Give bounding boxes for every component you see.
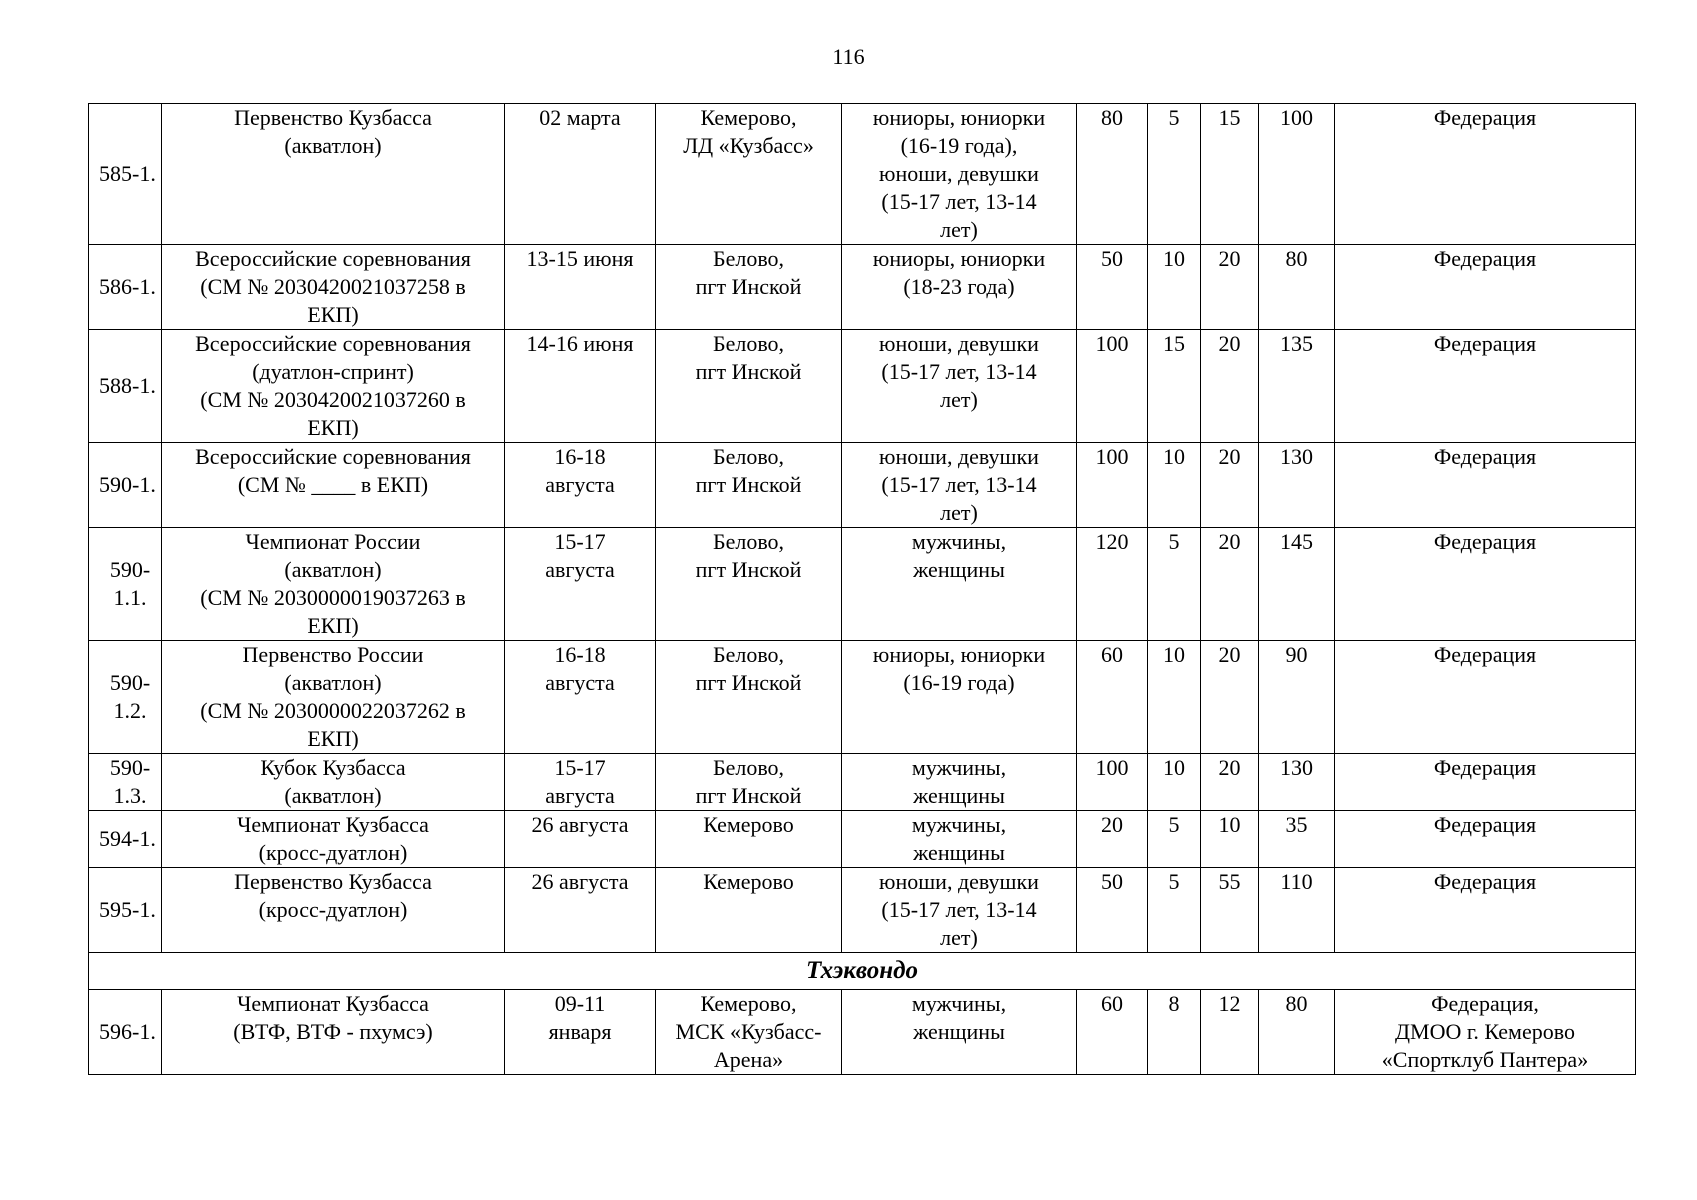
event-name xyxy=(162,528,505,641)
total-count: 130 xyxy=(1259,443,1335,528)
event-name-line: Кубок Кузбасса xyxy=(260,755,406,780)
event-organizer xyxy=(1335,245,1636,330)
event-participants-line: мужчины, xyxy=(911,812,1007,837)
event-name-line: (ВТФ, ВТФ - пхумсэ) xyxy=(233,1019,433,1044)
row-number-line: 590- xyxy=(109,755,151,780)
total-count: 35 xyxy=(1259,811,1335,868)
event-participants-line: лет) xyxy=(940,217,978,242)
event-name-line: (акватлон) xyxy=(284,133,382,158)
row-number-line: 1.3. xyxy=(113,783,147,808)
event-name-line: (кросс-дуатлон) xyxy=(258,897,408,922)
event-place-line: Кемерово xyxy=(703,869,794,894)
event-organizer xyxy=(1335,811,1636,868)
event-participants-line: (16-19 года), xyxy=(900,133,1018,158)
table-row xyxy=(89,811,1636,868)
event-name-line: Первенство Кузбасса xyxy=(234,869,432,894)
event-date-line: 26 августа xyxy=(531,869,629,894)
event-participants-line: (16-19 года) xyxy=(903,670,1015,695)
event-participants-line: юниоры, юниорки xyxy=(872,105,1046,130)
event-date-line: августа xyxy=(545,783,615,808)
participants-count: 50 xyxy=(1077,245,1148,330)
event-name-line: (акватлон) xyxy=(284,783,382,808)
event-date xyxy=(505,330,656,443)
event-place xyxy=(656,641,842,754)
event-place xyxy=(656,528,842,641)
event-participants xyxy=(842,990,1077,1075)
event-participants-line: женщины xyxy=(913,557,1005,582)
event-place-line: Кемерово, xyxy=(700,991,797,1016)
event-name xyxy=(162,104,505,245)
row-number: 594-1. xyxy=(89,811,162,868)
table-row xyxy=(89,443,1636,528)
event-participants-line: юниоры, юниорки xyxy=(872,642,1046,667)
event-participants-line: (15-17 лет, 13-14 xyxy=(881,472,1037,497)
judges-count: 8 xyxy=(1148,990,1201,1075)
event-name-line: (СМ № 2030000019037263 в xyxy=(200,585,466,610)
event-date xyxy=(505,245,656,330)
event-participants-line: (15-17 лет, 13-14 xyxy=(881,189,1037,214)
row-number: 590-1. xyxy=(89,443,162,528)
event-place xyxy=(656,443,842,528)
event-participants xyxy=(842,245,1077,330)
event-place-line: пгт Инской xyxy=(695,783,802,808)
section-title: Тхэквондо xyxy=(89,953,1636,990)
event-organizer-line: Федерация xyxy=(1433,642,1537,667)
event-date-line: 14-16 июня xyxy=(526,331,634,356)
row-number-line: 1.1. xyxy=(113,585,147,610)
event-name xyxy=(162,811,505,868)
staff-count: 20 xyxy=(1201,330,1259,443)
event-participants-line: мужчины, xyxy=(911,991,1007,1016)
row-number: 588-1. xyxy=(89,330,162,443)
event-date-line: 26 августа xyxy=(531,812,629,837)
participants-count: 80 xyxy=(1077,104,1148,245)
event-name-line: (акватлон) xyxy=(284,670,382,695)
total-count: 110 xyxy=(1259,868,1335,953)
event-place-line: пгт Инской xyxy=(695,274,802,299)
event-date-line: августа xyxy=(545,557,615,582)
event-participants xyxy=(842,443,1077,528)
event-place-line: Арена» xyxy=(713,1047,784,1072)
event-organizer-line: Федерация xyxy=(1433,105,1537,130)
event-date xyxy=(505,868,656,953)
event-organizer-line: Федерация, xyxy=(1431,991,1539,1016)
event-name xyxy=(162,868,505,953)
event-name-line: Первенство Кузбасса xyxy=(234,105,432,130)
row-number: 596-1. xyxy=(89,990,162,1075)
table-row xyxy=(89,330,1636,443)
page-number: 116 xyxy=(832,44,865,69)
section-header-row xyxy=(89,953,1636,990)
event-participants-line: юниоры, юниорки xyxy=(872,246,1046,271)
event-organizer xyxy=(1335,754,1636,811)
staff-count: 55 xyxy=(1201,868,1259,953)
row-number-line: 590- xyxy=(109,670,151,695)
event-participants xyxy=(842,528,1077,641)
event-name xyxy=(162,641,505,754)
event-organizer-line: «Спортклуб Пантера» xyxy=(1381,1047,1589,1072)
event-place-line: пгт Инской xyxy=(695,472,802,497)
event-participants-line: мужчины, xyxy=(911,755,1007,780)
table-row xyxy=(89,528,1636,641)
judges-count: 10 xyxy=(1148,754,1201,811)
event-place xyxy=(656,104,842,245)
event-name-line: Всероссийские соревнования xyxy=(195,331,471,356)
event-place-line: ЛД «Кузбасс» xyxy=(683,133,814,158)
total-count: 100 xyxy=(1259,104,1335,245)
event-name xyxy=(162,443,505,528)
event-participants-line: женщины xyxy=(913,840,1005,865)
event-participants xyxy=(842,641,1077,754)
event-place-line: пгт Инской xyxy=(695,670,802,695)
staff-count: 15 xyxy=(1201,104,1259,245)
event-name-line: (СМ № 2030420021037260 в xyxy=(200,387,466,412)
event-name-line: Всероссийские соревнования xyxy=(195,444,471,469)
event-place-line: МСК «Кузбасс- xyxy=(675,1019,822,1044)
event-name-line: (СМ № 2030420021037258 в xyxy=(200,274,466,299)
event-name-line: ЕКП) xyxy=(307,613,359,638)
event-organizer-line: Федерация xyxy=(1433,246,1537,271)
event-place-line: пгт Инской xyxy=(695,359,802,384)
event-date xyxy=(505,811,656,868)
judges-count: 10 xyxy=(1148,245,1201,330)
event-name-line: Чемпионат России xyxy=(245,529,421,554)
event-name xyxy=(162,245,505,330)
event-name-line: Всероссийские соревнования xyxy=(195,246,471,271)
table-body xyxy=(89,104,1636,953)
judges-count: 5 xyxy=(1148,811,1201,868)
event-place xyxy=(656,330,842,443)
row-number xyxy=(89,528,162,641)
event-participants-line: лет) xyxy=(940,500,978,525)
judges-count: 5 xyxy=(1148,104,1201,245)
row-number xyxy=(89,641,162,754)
event-participants xyxy=(842,754,1077,811)
staff-count: 20 xyxy=(1201,443,1259,528)
event-date-line: 09-11 xyxy=(554,991,606,1016)
participants-count: 100 xyxy=(1077,330,1148,443)
table-row xyxy=(89,754,1636,811)
table-row xyxy=(89,641,1636,754)
event-organizer xyxy=(1335,443,1636,528)
event-name-line: ЕКП) xyxy=(307,726,359,751)
event-participants-line: женщины xyxy=(913,1019,1005,1044)
event-name xyxy=(162,330,505,443)
event-participants-line: юноши, девушки xyxy=(879,869,1039,894)
staff-count: 12 xyxy=(1201,990,1259,1075)
event-participants-line: (18-23 года) xyxy=(903,274,1015,299)
judges-count: 10 xyxy=(1148,641,1201,754)
event-place-line: Белово, xyxy=(712,642,785,667)
participants-count: 120 xyxy=(1077,528,1148,641)
event-participants-line: мужчины, xyxy=(911,529,1007,554)
event-date xyxy=(505,443,656,528)
participants-count: 50 xyxy=(1077,868,1148,953)
event-date xyxy=(505,754,656,811)
table-row xyxy=(89,104,1636,245)
event-organizer xyxy=(1335,528,1636,641)
event-organizer xyxy=(1335,641,1636,754)
row-number-line: 590- xyxy=(109,557,151,582)
staff-count: 20 xyxy=(1201,641,1259,754)
row-number: 586-1. xyxy=(89,245,162,330)
row-number: 585-1. xyxy=(89,104,162,245)
judges-count: 5 xyxy=(1148,868,1201,953)
participants-count: 60 xyxy=(1077,990,1148,1075)
event-participants-line: юноши, девушки xyxy=(879,331,1039,356)
row-number: 595-1. xyxy=(89,868,162,953)
total-count: 130 xyxy=(1259,754,1335,811)
judges-count: 10 xyxy=(1148,443,1201,528)
event-participants-line: (15-17 лет, 13-14 xyxy=(881,897,1037,922)
event-name-line: Чемпионат Кузбасса xyxy=(237,991,429,1016)
event-organizer xyxy=(1335,868,1636,953)
event-place-line: Кемерово, xyxy=(700,105,797,130)
participants-count: 100 xyxy=(1077,443,1148,528)
event-date-line: 16-18 xyxy=(554,444,606,469)
event-place-line: Белово, xyxy=(712,331,785,356)
total-count: 145 xyxy=(1259,528,1335,641)
table-row xyxy=(89,245,1636,330)
event-place xyxy=(656,811,842,868)
event-organizer-line: ДМОО г. Кемерово xyxy=(1395,1019,1575,1044)
total-count: 80 xyxy=(1259,245,1335,330)
event-name-line: (акватлон) xyxy=(284,557,382,582)
table-row xyxy=(89,990,1636,1075)
total-count: 135 xyxy=(1259,330,1335,443)
event-place-line: Белово, xyxy=(712,529,785,554)
event-organizer-line: Федерация xyxy=(1433,444,1537,469)
event-participants-line: (15-17 лет, 13-14 xyxy=(881,359,1037,384)
event-participants-line: женщины xyxy=(913,783,1005,808)
event-organizer-line: Федерация xyxy=(1433,331,1537,356)
event-name-line: Первенство России xyxy=(242,642,424,667)
event-date xyxy=(505,528,656,641)
event-date-line: 13-15 июня xyxy=(526,246,634,271)
event-date-line: 15-17 xyxy=(554,529,606,554)
event-place-line: Кемерово xyxy=(703,812,794,837)
row-number xyxy=(89,754,162,811)
event-place-line: Белово, xyxy=(712,246,785,271)
event-name-line: ЕКП) xyxy=(307,302,359,327)
events-table xyxy=(88,103,1636,1075)
event-date-line: 02 марта xyxy=(539,105,621,130)
event-name xyxy=(162,754,505,811)
event-organizer xyxy=(1335,330,1636,443)
event-name-line: Чемпионат Кузбасса xyxy=(237,812,429,837)
judges-count: 15 xyxy=(1148,330,1201,443)
event-participants-line: юноши, девушки xyxy=(879,444,1039,469)
table-row xyxy=(89,868,1636,953)
event-place xyxy=(656,990,842,1075)
event-place xyxy=(656,868,842,953)
total-count: 80 xyxy=(1259,990,1335,1075)
staff-count: 20 xyxy=(1201,754,1259,811)
row-number-line: 1.2. xyxy=(113,698,147,723)
event-place xyxy=(656,754,842,811)
event-organizer-line: Федерация xyxy=(1433,755,1537,780)
staff-count: 20 xyxy=(1201,245,1259,330)
event-name-line: (дуатлон-спринт) xyxy=(252,359,414,384)
event-participants-line: юноши, девушки xyxy=(879,161,1039,186)
event-participants xyxy=(842,104,1077,245)
staff-count: 20 xyxy=(1201,528,1259,641)
event-organizer xyxy=(1335,990,1636,1075)
event-date xyxy=(505,990,656,1075)
event-name-line: ЕКП) xyxy=(307,415,359,440)
section-body xyxy=(89,990,1636,1075)
event-place xyxy=(656,245,842,330)
event-organizer-line: Федерация xyxy=(1433,529,1537,554)
judges-count: 5 xyxy=(1148,528,1201,641)
event-name-line: (СМ № ____ в ЕКП) xyxy=(237,472,429,497)
event-name-line: (СМ № 2030000022037262 в xyxy=(200,698,466,723)
event-date xyxy=(505,641,656,754)
event-date-line: 16-18 xyxy=(554,642,606,667)
event-organizer-line: Федерация xyxy=(1433,869,1537,894)
event-place-line: Белово, xyxy=(712,444,785,469)
participants-count: 60 xyxy=(1077,641,1148,754)
event-date-line: 15-17 xyxy=(554,755,606,780)
staff-count: 10 xyxy=(1201,811,1259,868)
event-organizer xyxy=(1335,104,1636,245)
event-date xyxy=(505,104,656,245)
event-date-line: августа xyxy=(545,472,615,497)
total-count: 90 xyxy=(1259,641,1335,754)
event-participants-line: лет) xyxy=(940,925,978,950)
event-date-line: января xyxy=(548,1019,612,1044)
event-name xyxy=(162,990,505,1075)
event-organizer-line: Федерация xyxy=(1433,812,1537,837)
event-participants xyxy=(842,811,1077,868)
event-date-line: августа xyxy=(545,670,615,695)
event-participants xyxy=(842,330,1077,443)
event-name-line: (кросс-дуатлон) xyxy=(258,840,408,865)
event-place-line: Белово, xyxy=(712,755,785,780)
participants-count: 100 xyxy=(1077,754,1148,811)
participants-count: 20 xyxy=(1077,811,1148,868)
event-place-line: пгт Инской xyxy=(695,557,802,582)
event-participants-line: лет) xyxy=(940,387,978,412)
event-participants xyxy=(842,868,1077,953)
